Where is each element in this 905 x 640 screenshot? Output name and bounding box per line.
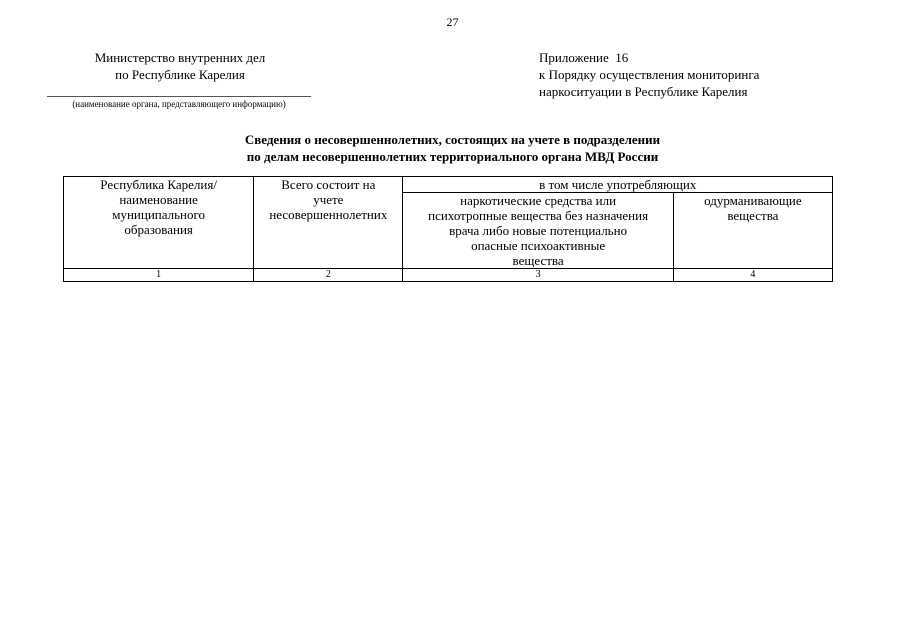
appendix-reference bbox=[539, 49, 839, 100]
header-line: учете bbox=[313, 192, 344, 207]
document-title-line-2: по делам несовершеннолетних территориального органа МВД России bbox=[246, 149, 659, 164]
organization-caption: (наименование органа, представляющего информацию) bbox=[72, 99, 286, 109]
header-line: наркотические средства или bbox=[460, 193, 617, 208]
column-number: 2 bbox=[254, 269, 403, 282]
page-number: 27 bbox=[446, 15, 459, 29]
header-line: вещества bbox=[727, 208, 779, 223]
header-line: наименование bbox=[119, 192, 198, 207]
column-number-row bbox=[64, 269, 833, 282]
header-line: Всего состоит на bbox=[281, 177, 376, 192]
organization-underline bbox=[47, 96, 311, 97]
column-number: 3 bbox=[403, 269, 673, 282]
organization-name bbox=[60, 49, 300, 83]
appendix-line-1: Приложение 16 bbox=[539, 50, 629, 65]
column-number: 1 bbox=[64, 269, 254, 282]
column-number: 4 bbox=[673, 269, 832, 282]
document-title-line-1: Сведения о несовершеннолетних, состоящих на учете в подразделении bbox=[244, 132, 661, 147]
header-line: психотропные вещества без назначения bbox=[428, 208, 649, 223]
header-line: врача либо новые потенциально bbox=[449, 223, 628, 238]
header-line: одурманивающие bbox=[704, 193, 802, 208]
organization-line-2: по Республике Карелия bbox=[115, 67, 245, 82]
header-including-users: в том числе употребляющих bbox=[403, 177, 833, 193]
header-line: образования bbox=[124, 222, 193, 237]
header-region-municipality bbox=[64, 177, 254, 269]
header-line: муниципального bbox=[112, 207, 205, 222]
header-line: опасные психоактивные bbox=[471, 238, 606, 253]
header-total-registered bbox=[254, 177, 403, 269]
table-header-row bbox=[64, 177, 833, 193]
header-intoxicating-substances bbox=[673, 193, 832, 269]
header-narcotic-substances bbox=[403, 193, 673, 269]
appendix-line-3: наркоситуации в Республике Карелия bbox=[539, 84, 748, 99]
document-title bbox=[0, 131, 905, 165]
header-line: Республика Карелия/ bbox=[100, 177, 217, 192]
appendix-line-2: к Порядку осуществления мониторинга bbox=[539, 67, 760, 82]
report-table bbox=[63, 176, 833, 282]
organization-line-1: Министерство внутренних дел bbox=[94, 50, 266, 65]
header-line: несовершеннолетних bbox=[269, 207, 388, 222]
header-line: вещества bbox=[512, 253, 564, 268]
